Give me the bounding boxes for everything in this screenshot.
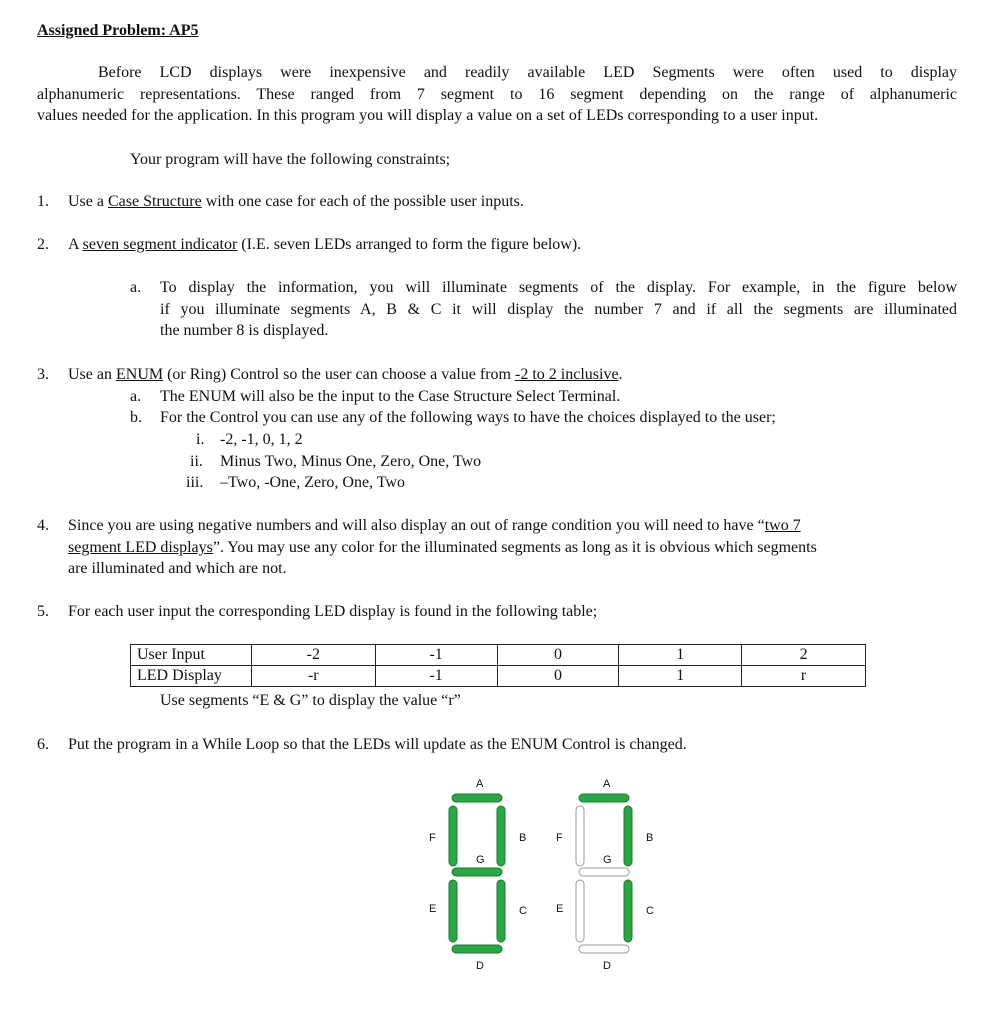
two-7-link: two 7 xyxy=(764,517,801,534)
left-segment-g xyxy=(452,868,502,876)
case-structure-link: Case Structure xyxy=(107,193,202,210)
table-row xyxy=(131,645,866,666)
table-note: Use segments “E & G” to display the value “r” xyxy=(160,692,461,709)
right-segment-f xyxy=(576,806,584,866)
item-3-pre: Use an xyxy=(68,366,116,383)
page-title: Assigned Problem: AP5 xyxy=(37,22,199,39)
intro-line-3: values needed for the application. In this program you will display a value on a set of LEDs corresponding to a user input. xyxy=(37,107,819,124)
left-seven-segment-display xyxy=(443,792,523,958)
range-link: -2 to 2 inclusive xyxy=(515,366,619,383)
item-2-text xyxy=(68,234,581,255)
left-segment-c xyxy=(497,880,505,942)
item-2a-line-2: if you illuminate segments A, B & C it will display the number 7 and if all the segments are illuminated xyxy=(160,301,957,318)
item-2-number: 2. xyxy=(37,236,49,253)
item-3-mid: (or Ring) Control so the user can choose a value from xyxy=(163,366,515,383)
item-1-number: 1. xyxy=(37,193,49,210)
left-segment-f xyxy=(449,806,457,866)
item-2a-marker: a. xyxy=(130,279,142,296)
led-display-table xyxy=(130,644,866,687)
item-2-post: (I.E. seven LEDs arranged to form the figure below). xyxy=(237,236,582,253)
item-3-text xyxy=(68,364,623,385)
table-cell: 0 xyxy=(497,645,619,666)
left-label-f: F xyxy=(429,832,436,844)
left-segment-e xyxy=(449,880,457,942)
item-3-post: . xyxy=(618,366,623,383)
item-1-post: with one case for each of the possible user inputs. xyxy=(201,193,524,210)
right-label-b: B xyxy=(646,832,654,844)
item-3b-marker: b. xyxy=(130,409,142,426)
item-3-number: 3. xyxy=(37,366,49,383)
seven-segment-link: seven segment indicator xyxy=(82,236,238,253)
enum-link: ENUM xyxy=(115,366,164,383)
right-segment-b xyxy=(624,806,632,866)
item-5-text: For each user input the corresponding LED display is found in the following table; xyxy=(68,603,598,620)
right-seven-segment-display xyxy=(570,792,650,958)
right-label-d: D xyxy=(603,960,611,972)
right-label-f: F xyxy=(556,832,563,844)
item-2a-line-3: the number 8 is displayed. xyxy=(160,322,329,339)
item-3b-text: For the Control you can use any of the following ways to have the choices displayed to the user; xyxy=(160,409,776,426)
left-label-a: A xyxy=(476,778,484,790)
table-row xyxy=(131,666,866,687)
left-label-g: G xyxy=(476,854,485,866)
table-cell: 0 xyxy=(497,666,619,687)
table-cell: LED Display xyxy=(131,666,252,687)
right-label-a: A xyxy=(603,778,611,790)
option-ii-marker: ii. xyxy=(190,453,203,470)
table-cell: -r xyxy=(251,666,375,687)
table-cell: -1 xyxy=(375,645,497,666)
table-cell: 2 xyxy=(742,645,866,666)
option-ii-text: Minus Two, Minus One, Zero, One, Two xyxy=(220,453,482,470)
item-4-line-1-pre: Since you are using negative numbers and will also display an out of range condition you will need to have “ xyxy=(68,517,765,534)
right-segment-a xyxy=(579,794,629,802)
item-5-number: 5. xyxy=(37,603,49,620)
left-segment-a xyxy=(452,794,502,802)
right-label-g: G xyxy=(603,854,612,866)
option-i-marker: i. xyxy=(196,431,205,448)
right-segment-e xyxy=(576,880,584,942)
segment-led-displays-link: segment LED displays xyxy=(68,539,213,556)
left-label-b: B xyxy=(519,832,527,844)
item-2-pre: A xyxy=(68,236,83,253)
option-iii-marker: iii. xyxy=(186,474,204,491)
right-label-c: C xyxy=(646,905,654,917)
right-segment-c xyxy=(624,880,632,942)
item-3a-marker: a. xyxy=(130,388,142,405)
intro-line-2: alphanumeric representations. These ranged from 7 segment to 16 segment depending on the range of alphanumeric xyxy=(37,86,957,103)
table-cell: -2 xyxy=(251,645,375,666)
left-label-c: C xyxy=(519,905,527,917)
option-iii-text: –Two, -One, Zero, One, Two xyxy=(220,474,405,491)
right-segment-d xyxy=(579,945,629,953)
item-3a-text: The ENUM will also be the input to the Case Structure Select Terminal. xyxy=(160,388,621,405)
item-4-line-3: are illuminated and which are not. xyxy=(68,560,287,577)
option-i-text: -2, -1, 0, 1, 2 xyxy=(220,431,303,448)
intro-line-1: Before LCD displays were inexpensive and readily available LED Segments were often used to display xyxy=(98,64,957,81)
left-label-d: D xyxy=(476,960,484,972)
left-segment-d xyxy=(452,945,502,953)
right-segment-g xyxy=(579,868,629,876)
item-2a-line-1: To display the information, you will illuminate segments of the display. For example, in the figure below xyxy=(160,279,957,296)
item-4-line-2-post: ”. You may use any color for the illuminated segments as long as it is obvious which segments xyxy=(212,539,817,556)
item-6-number: 6. xyxy=(37,736,49,753)
item-4-number: 4. xyxy=(37,517,49,534)
item-6-text: Put the program in a While Loop so that the LEDs will update as the ENUM Control is changed. xyxy=(68,736,687,753)
table-cell: r xyxy=(742,666,866,687)
left-label-e: E xyxy=(429,903,437,915)
table-cell: 1 xyxy=(619,666,742,687)
table-cell: User Input xyxy=(131,645,252,666)
constraints-intro: Your program will have the following constraints; xyxy=(130,151,451,168)
item-1-text xyxy=(68,191,524,212)
item-1-pre: Use a xyxy=(68,193,108,210)
left-segment-b xyxy=(497,806,505,866)
right-label-e: E xyxy=(556,903,564,915)
item-4-line-1 xyxy=(68,515,801,536)
table-cell: 1 xyxy=(619,645,742,666)
table-cell: -1 xyxy=(375,666,497,687)
item-4-line-2 xyxy=(68,537,817,558)
